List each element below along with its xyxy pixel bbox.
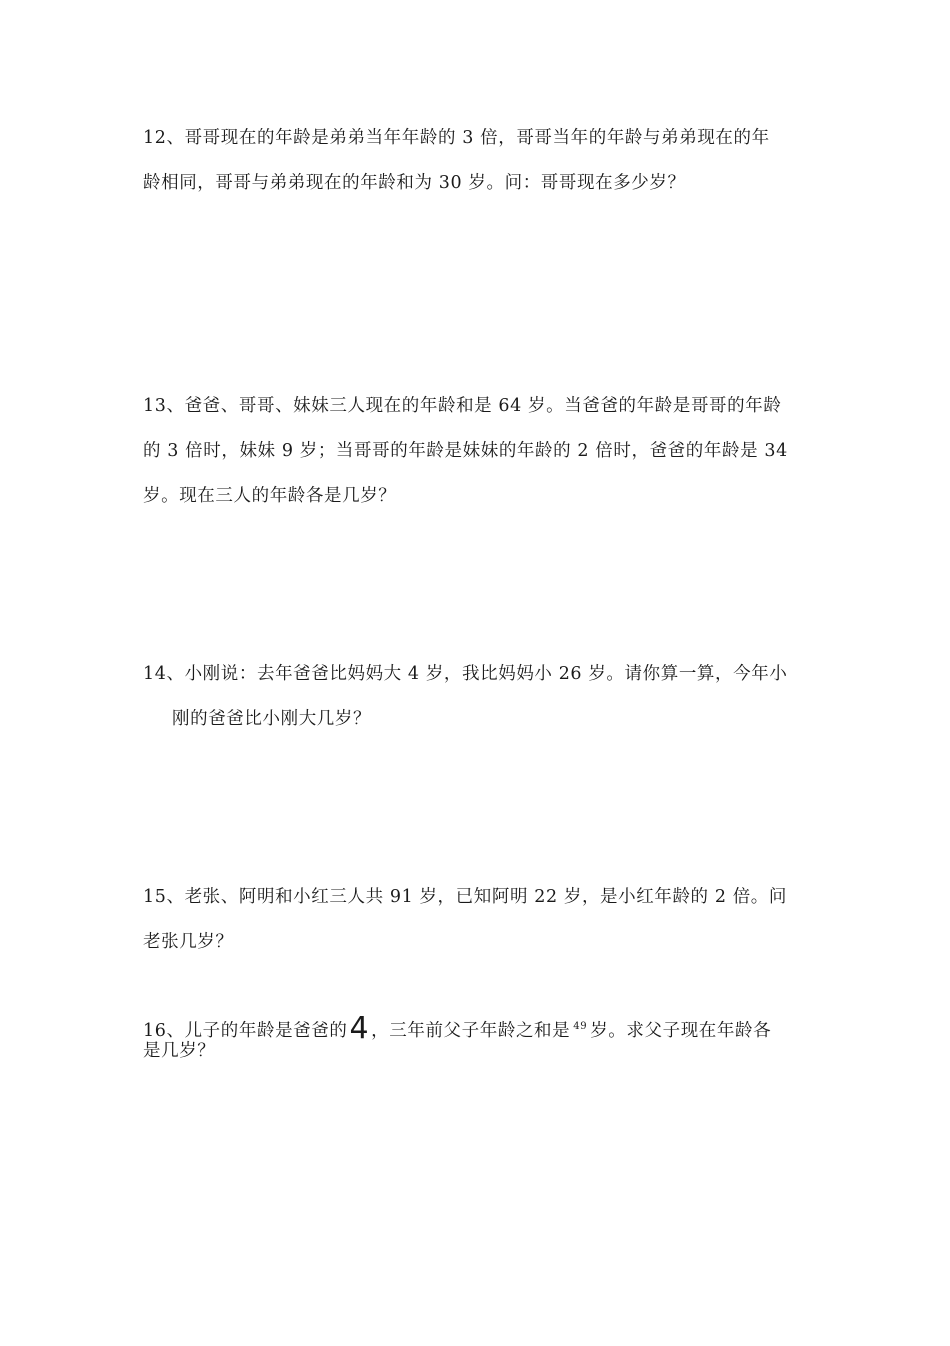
question-16-line-2: 是几岁？ <box>143 1041 216 1061</box>
question-16-fraction-number: 4 <box>349 1011 370 1046</box>
question-16-text-b: ，三年前父子年龄之和是 <box>371 1021 571 1041</box>
question-16-text-a: 16、儿子的年龄是爸爸的 <box>143 1021 348 1041</box>
question-14-line-1: 14、小刚说：去年爸爸比妈妈大 4 岁，我比妈妈小 26 岁。请你算一算，今年小 <box>143 664 788 684</box>
question-13-line-2: 的 3 倍时，妹妹 9 岁；当哥哥的年龄是妹妹的年龄的 2 倍时，爸爸的年龄是 34 <box>143 441 788 461</box>
question-13-line-1: 13、爸爸、哥哥、妹妹三人现在的年龄和是 64 岁。当爸爸的年龄是哥哥的年龄 <box>143 396 782 416</box>
question-15-line-1: 15、老张、阿明和小红三人共 91 岁，已知阿明 22 岁，是小红年龄的 2 倍。问 <box>143 887 788 907</box>
question-12-line-2: 龄相同，哥哥与弟弟现在的年龄和为 30 岁。问：哥哥现在多少岁？ <box>143 173 686 193</box>
question-14-line-2: 刚的爸爸比小刚大几岁？ <box>172 709 372 729</box>
question-16-line-1 <box>143 1011 772 1046</box>
question-15-line-2: 老张几岁？ <box>143 932 234 952</box>
question-16-sum-number: 49 <box>573 1021 588 1032</box>
question-13-line-3: 岁。现在三人的年龄各是几岁？ <box>143 486 397 506</box>
question-12-line-1: 12、哥哥现在的年龄是弟弟当年年龄的 3 倍，哥哥当年的年龄与弟弟现在的年 <box>143 128 770 148</box>
question-16-text-c: 岁。求父子现在年龄各 <box>590 1021 772 1041</box>
